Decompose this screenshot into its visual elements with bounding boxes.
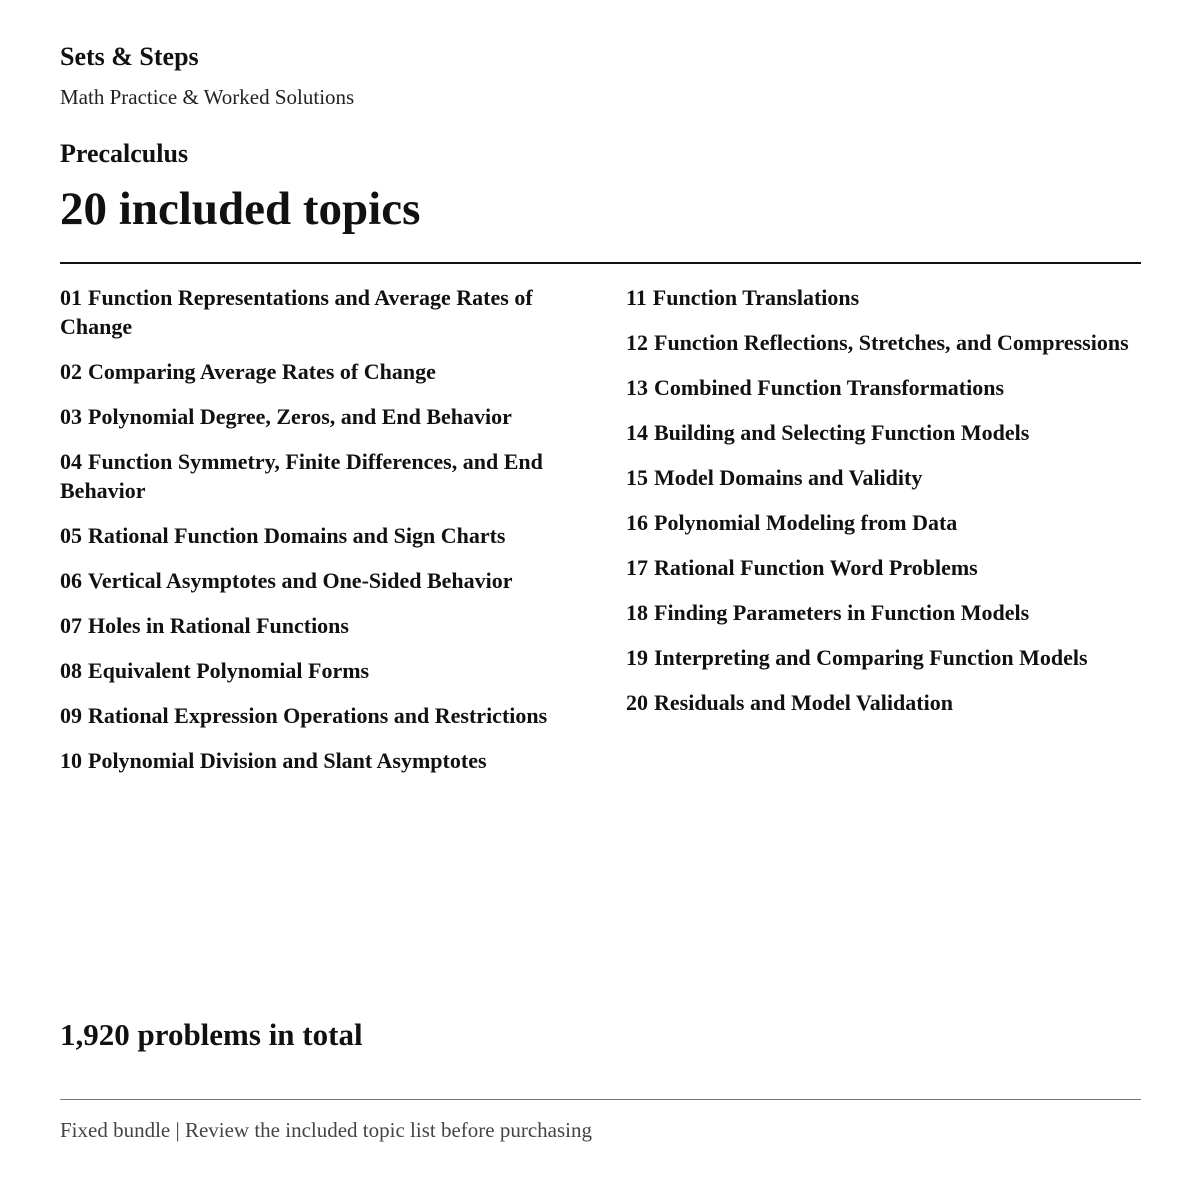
topic-title: Polynomial Modeling from Data <box>654 510 958 535</box>
topic-number: 07 <box>60 613 82 638</box>
header-divider <box>60 262 1141 264</box>
topic-number: 15 <box>626 465 648 490</box>
topic-list-left <box>60 283 585 791</box>
topic-number: 16 <box>626 510 648 535</box>
topic-item <box>60 521 585 550</box>
topic-item <box>626 463 1141 492</box>
topic-number: 19 <box>626 645 648 670</box>
topic-item <box>60 357 585 386</box>
brand-name: Sets & Steps <box>60 42 199 71</box>
topic-item <box>60 701 585 730</box>
topic-list-right <box>626 283 1141 733</box>
topic-item <box>60 447 585 505</box>
topic-title: Residuals and Model Validation <box>654 690 953 715</box>
topic-item <box>626 328 1141 357</box>
topic-item <box>60 566 585 595</box>
topic-item <box>60 283 585 341</box>
topic-title: Holes in Rational Functions <box>88 613 349 638</box>
topic-number: 12 <box>626 330 648 355</box>
topic-item <box>626 508 1141 537</box>
topic-title: Polynomial Degree, Zeros, and End Behavior <box>88 404 512 429</box>
topic-item <box>626 688 1141 717</box>
topic-number: 20 <box>626 690 648 715</box>
topic-item <box>60 746 585 775</box>
topic-number: 14 <box>626 420 648 445</box>
topic-number: 13 <box>626 375 648 400</box>
topic-number: 04 <box>60 449 82 474</box>
bundle-page <box>60 0 1141 1200</box>
footer-note: Fixed bundle | Review the included topic list before purchasing <box>60 1118 592 1142</box>
topic-item <box>626 283 1141 312</box>
topic-title: Function Reflections, Stretches, and Compressions <box>654 330 1129 355</box>
topic-title: Comparing Average Rates of Change <box>88 359 436 384</box>
topic-title: Building and Selecting Function Models <box>654 420 1030 445</box>
topic-title: Interpreting and Comparing Function Models <box>654 645 1088 670</box>
topic-title: Combined Function Transformations <box>654 375 1005 400</box>
topic-item <box>626 553 1141 582</box>
topic-item <box>626 373 1141 402</box>
topic-item <box>60 656 585 685</box>
topic-number: 06 <box>60 568 82 593</box>
topic-title: Function Translations <box>652 285 860 310</box>
topic-number: 03 <box>60 404 82 429</box>
topic-number: 08 <box>60 658 82 683</box>
topic-title: Function Symmetry, Finite Differences, and End Behavior <box>60 449 543 503</box>
topic-item <box>60 611 585 640</box>
topic-title: Equivalent Polynomial Forms <box>88 658 370 683</box>
topic-title: Rational Function Domains and Sign Charts <box>88 523 506 548</box>
topic-title: Rational Function Word Problems <box>654 555 978 580</box>
topic-number: 05 <box>60 523 82 548</box>
subject-title: Precalculus <box>60 139 189 168</box>
topic-number: 01 <box>60 285 82 310</box>
topic-number: 10 <box>60 748 82 773</box>
topic-title: Polynomial Division and Slant Asymptotes <box>88 748 487 773</box>
brand-tagline: Math Practice & Worked Solutions <box>60 85 355 109</box>
topic-item <box>60 402 585 431</box>
topic-number: 18 <box>626 600 648 625</box>
topic-count-heading: 20 included topics <box>60 183 421 235</box>
problem-total: 1,920 problems in total <box>60 1017 363 1052</box>
topic-number: 11 <box>626 285 647 310</box>
topic-title: Function Representations and Average Rates of Change <box>60 285 533 339</box>
topic-number: 09 <box>60 703 82 728</box>
topic-title: Model Domains and Validity <box>654 465 923 490</box>
topic-item <box>626 598 1141 627</box>
topic-title: Rational Expression Operations and Restrictions <box>88 703 548 728</box>
topic-title: Finding Parameters in Function Models <box>654 600 1030 625</box>
topic-item <box>626 643 1141 672</box>
topic-title: Vertical Asymptotes and One-Sided Behavior <box>88 568 513 593</box>
topic-number: 02 <box>60 359 82 384</box>
topic-number: 17 <box>626 555 648 580</box>
footer-divider <box>60 1099 1141 1100</box>
topic-item <box>626 418 1141 447</box>
